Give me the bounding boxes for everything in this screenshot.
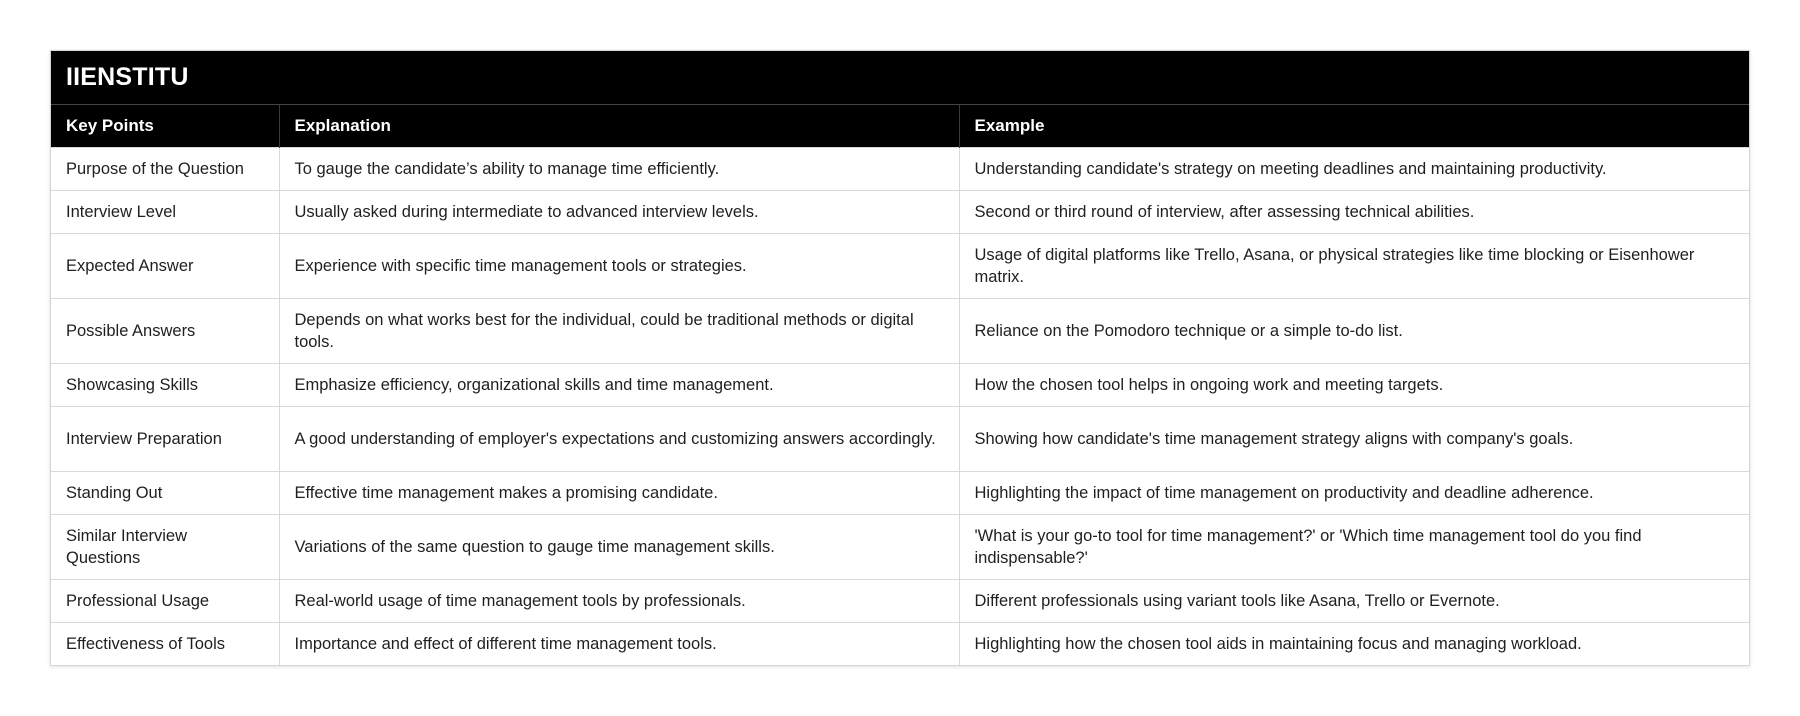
cell-key-point: Interview Preparation <box>51 406 279 471</box>
cell-example: Highlighting the impact of time management on productivity and deadline adherence. <box>959 471 1749 514</box>
cell-key-point: Purpose of the Question <box>51 147 279 190</box>
key-points-table <box>50 50 1750 666</box>
cell-key-point: Showcasing Skills <box>51 363 279 406</box>
cell-key-point: Effectiveness of Tools <box>51 622 279 665</box>
cell-explanation: Usually asked during intermediate to advanced interview levels. <box>279 190 959 233</box>
cell-example: Highlighting how the chosen tool aids in maintaining focus and managing workload. <box>959 622 1749 665</box>
cell-example: Showing how candidate's time management strategy aligns with company's goals. <box>959 406 1749 471</box>
cell-key-point: Professional Usage <box>51 579 279 622</box>
table-row <box>51 147 1749 190</box>
cell-explanation: Real-world usage of time management tools by professionals. <box>279 579 959 622</box>
cell-explanation: A good understanding of employer's expectations and customizing answers accordingly. <box>279 406 959 471</box>
table-row <box>51 514 1749 579</box>
cell-example: How the chosen tool helps in ongoing work and meeting targets. <box>959 363 1749 406</box>
cell-explanation: Experience with specific time management tools or strategies. <box>279 233 959 298</box>
column-header-example: Example <box>959 105 1749 147</box>
cell-example: Different professionals using variant tools like Asana, Trello or Evernote. <box>959 579 1749 622</box>
cell-explanation: To gauge the candidate’s ability to manage time efficiently. <box>279 147 959 190</box>
cell-key-point: Possible Answers <box>51 298 279 363</box>
cell-explanation: Effective time management makes a promising candidate. <box>279 471 959 514</box>
cell-key-point: Expected Answer <box>51 233 279 298</box>
cell-key-point: Standing Out <box>51 471 279 514</box>
table-row <box>51 471 1749 514</box>
cell-example: Understanding candidate's strategy on meeting deadlines and maintaining productivity. <box>959 147 1749 190</box>
cell-key-point: Interview Level <box>51 190 279 233</box>
cell-explanation: Importance and effect of different time management tools. <box>279 622 959 665</box>
table-row <box>51 233 1749 298</box>
cell-key-point: Similar Interview Questions <box>51 514 279 579</box>
cell-example: Second or third round of interview, after assessing technical abilities. <box>959 190 1749 233</box>
table-row <box>51 363 1749 406</box>
cell-example: Usage of digital platforms like Trello, Asana, or physical strategies like time blocking or Eisenhower matrix. <box>959 233 1749 298</box>
table-row <box>51 406 1749 471</box>
cell-example: Reliance on the Pomodoro technique or a simple to-do list. <box>959 298 1749 363</box>
cell-explanation: Variations of the same question to gauge time management skills. <box>279 514 959 579</box>
table-row <box>51 579 1749 622</box>
table-row <box>51 190 1749 233</box>
column-header-explanation: Explanation <box>279 105 959 147</box>
data-table <box>51 105 1749 665</box>
header-row <box>51 105 1749 147</box>
cell-explanation: Emphasize efficiency, organizational skills and time management. <box>279 363 959 406</box>
cell-example: 'What is your go-to tool for time management?' or 'Which time management tool do you find indispensable?' <box>959 514 1749 579</box>
brand-title: IIENSTITU <box>51 51 1749 105</box>
column-header-key-points: Key Points <box>51 105 279 147</box>
table-row <box>51 622 1749 665</box>
table-row <box>51 298 1749 363</box>
cell-explanation: Depends on what works best for the individual, could be traditional methods or digital tools. <box>279 298 959 363</box>
